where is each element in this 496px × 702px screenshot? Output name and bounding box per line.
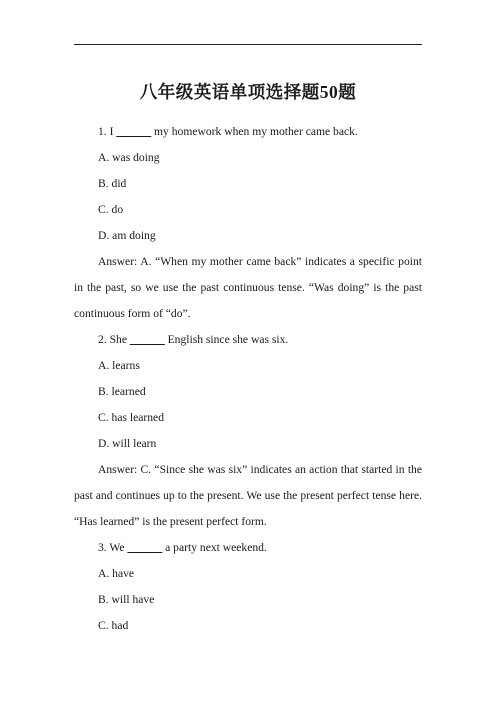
question-stem bbox=[74, 540, 422, 566]
option-d: D. will learn bbox=[98, 437, 157, 450]
header-rule bbox=[74, 44, 422, 45]
stem-text: 1. I bbox=[98, 125, 117, 138]
option-a: A. learns bbox=[98, 359, 140, 372]
option-c: C. do bbox=[98, 203, 124, 216]
option-a: A. was doing bbox=[98, 151, 160, 164]
option-b: B. learned bbox=[98, 385, 146, 398]
question-2 bbox=[74, 332, 422, 535]
question-stem bbox=[74, 124, 422, 150]
stem-text: my homework when my mother came back. bbox=[151, 125, 358, 138]
page-title: 八年级英语单项选择题50题 bbox=[139, 82, 357, 102]
answer-explanation: Answer: C. “Since she was six” indicates an action that started in the past and continues up to the present. We use the present perfect tense here. “Has learned” is the present perfect form. bbox=[74, 463, 422, 528]
stem-text: English since she was six. bbox=[164, 333, 289, 346]
option-d: D. am doing bbox=[98, 229, 156, 242]
answer-blank: ______ bbox=[116, 125, 152, 138]
answer-explanation: Answer: A. “When my mother came back” indicates a specific point in the past, so we use the past continuous tense. “Was doing” is the past continuous form of “do”. bbox=[74, 255, 422, 320]
answer-blank: ______ bbox=[129, 333, 165, 346]
option-b: B. will have bbox=[98, 593, 155, 606]
stem-text: 2. She bbox=[98, 333, 130, 346]
option-c: C. had bbox=[98, 619, 129, 632]
option-b: B. did bbox=[98, 177, 127, 190]
question-list bbox=[74, 124, 422, 644]
option-c: C. has learned bbox=[98, 411, 164, 424]
question-stem bbox=[74, 332, 422, 358]
option-a: A. have bbox=[98, 567, 135, 580]
question-3 bbox=[74, 540, 422, 644]
stem-text: a party next weekend. bbox=[162, 541, 267, 554]
question-1 bbox=[74, 124, 422, 327]
stem-text: 3. We bbox=[98, 541, 128, 554]
answer-blank: ______ bbox=[127, 541, 163, 554]
